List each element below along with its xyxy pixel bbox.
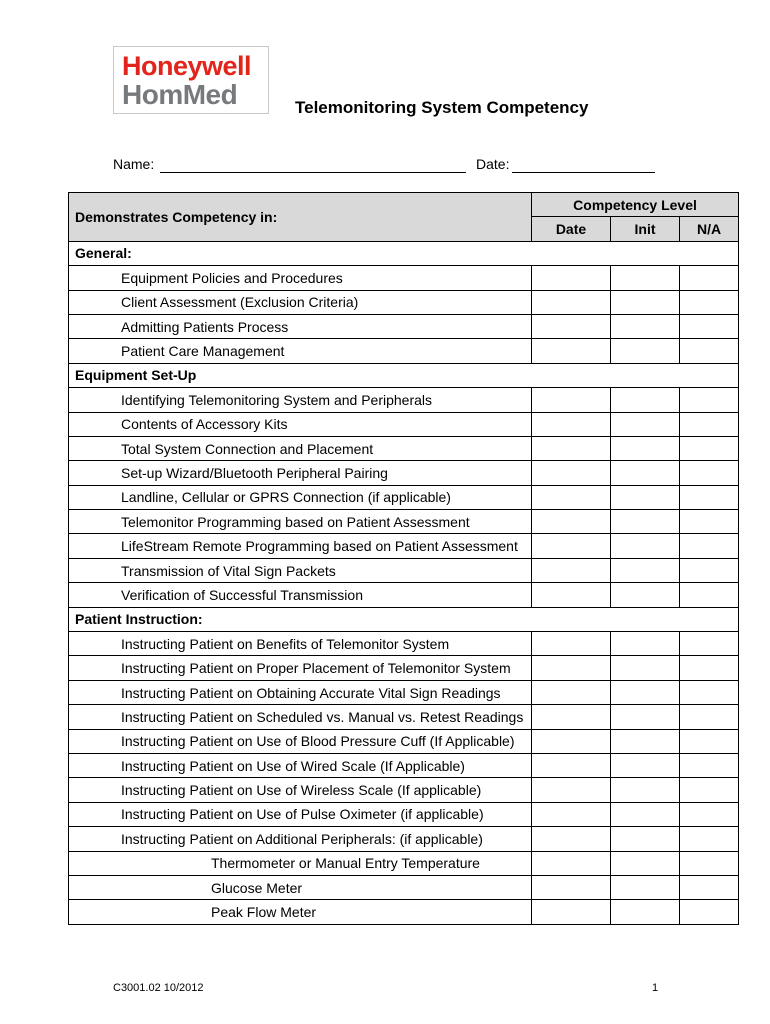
competency-item-label: Peak Flow Meter <box>69 900 532 924</box>
logo-line-honeywell: Honeywell <box>122 51 252 81</box>
init-cell[interactable] <box>611 900 680 924</box>
na-cell[interactable] <box>680 705 739 729</box>
date-cell[interactable] <box>532 558 611 582</box>
init-cell[interactable] <box>611 753 680 777</box>
competency-item-label: Verification of Successful Transmission <box>69 583 532 607</box>
init-cell[interactable] <box>611 290 680 314</box>
page-number: 1 <box>652 982 659 994</box>
na-cell[interactable] <box>680 314 739 338</box>
date-cell[interactable] <box>532 851 611 875</box>
table-row <box>69 436 739 460</box>
date-cell[interactable] <box>532 510 611 534</box>
table-row <box>69 632 739 656</box>
na-cell[interactable] <box>680 632 739 656</box>
competency-item-label: Identifying Telemonitoring System and Peripherals <box>69 388 532 412</box>
competency-item-label: Telemonitor Programming based on Patient Assessment <box>69 510 532 534</box>
init-cell[interactable] <box>611 705 680 729</box>
column-header-init: Init <box>611 217 680 241</box>
table-row <box>69 900 739 924</box>
competency-item-label: Contents of Accessory Kits <box>69 412 532 436</box>
table-row <box>69 875 739 899</box>
date-cell[interactable] <box>532 656 611 680</box>
init-cell[interactable] <box>611 778 680 802</box>
column-header-date: Date <box>532 217 611 241</box>
init-cell[interactable] <box>611 388 680 412</box>
competency-item-label: Instructing Patient on Benefits of Telemonitor System <box>69 632 532 656</box>
competency-item-label: Landline, Cellular or GPRS Connection (if applicable) <box>69 485 532 509</box>
table-row <box>69 290 739 314</box>
na-cell[interactable] <box>680 534 739 558</box>
competency-item-label: Set-up Wizard/Bluetooth Peripheral Pairing <box>69 461 532 485</box>
date-cell[interactable] <box>532 314 611 338</box>
table-row <box>69 656 739 680</box>
date-cell[interactable] <box>532 461 611 485</box>
na-cell[interactable] <box>680 583 739 607</box>
table-row <box>69 705 739 729</box>
competency-item-label: Instructing Patient on Use of Blood Pressure Cuff (If Applicable) <box>69 729 532 753</box>
table-row <box>69 729 739 753</box>
init-cell[interactable] <box>611 534 680 558</box>
name-field[interactable] <box>160 172 466 173</box>
page-title: Telemonitoring System Competency <box>295 98 589 117</box>
date-cell[interactable] <box>532 778 611 802</box>
init-cell[interactable] <box>611 680 680 704</box>
init-cell[interactable] <box>611 510 680 534</box>
table-row <box>69 778 739 802</box>
date-cell[interactable] <box>532 412 611 436</box>
na-cell[interactable] <box>680 290 739 314</box>
na-cell[interactable] <box>680 436 739 460</box>
table-row <box>69 851 739 875</box>
date-cell[interactable] <box>532 266 611 290</box>
date-field[interactable] <box>512 172 655 173</box>
na-cell[interactable] <box>680 900 739 924</box>
section-row <box>69 363 739 387</box>
competency-item-label: Thermometer or Manual Entry Temperature <box>69 851 532 875</box>
honeywell-hommed-logo <box>113 46 269 114</box>
competency-item-label: Instructing Patient on Obtaining Accurate Vital Sign Readings <box>69 680 532 704</box>
init-cell[interactable] <box>611 875 680 899</box>
competency-item-label: Transmission of Vital Sign Packets <box>69 558 532 582</box>
init-cell[interactable] <box>611 558 680 582</box>
competency-item-label: Instructing Patient on Additional Peripherals: (if applicable) <box>69 827 532 851</box>
table-row <box>69 753 739 777</box>
na-cell[interactable] <box>680 680 739 704</box>
competency-item-label: Instructing Patient on Use of Pulse Oximeter (if applicable) <box>69 802 532 826</box>
na-cell[interactable] <box>680 558 739 582</box>
na-cell[interactable] <box>680 510 739 534</box>
date-cell[interactable] <box>532 290 611 314</box>
date-cell[interactable] <box>532 485 611 509</box>
na-cell[interactable] <box>680 753 739 777</box>
na-cell[interactable] <box>680 412 739 436</box>
date-cell[interactable] <box>532 705 611 729</box>
section-title: Patient Instruction: <box>69 607 739 631</box>
init-cell[interactable] <box>611 314 680 338</box>
name-label: Name: <box>113 156 155 172</box>
section-row <box>69 607 739 631</box>
table-row <box>69 583 739 607</box>
table-row <box>69 510 739 534</box>
init-cell[interactable] <box>611 656 680 680</box>
competency-item-label: Client Assessment (Exclusion Criteria) <box>69 290 532 314</box>
date-cell[interactable] <box>532 534 611 558</box>
na-cell[interactable] <box>680 266 739 290</box>
init-cell[interactable] <box>611 827 680 851</box>
init-cell[interactable] <box>611 461 680 485</box>
date-cell[interactable] <box>532 388 611 412</box>
init-cell[interactable] <box>611 339 680 363</box>
table-row <box>69 485 739 509</box>
na-cell[interactable] <box>680 778 739 802</box>
header-competency-level: Competency Level <box>532 193 739 217</box>
table-row <box>69 412 739 436</box>
na-cell[interactable] <box>680 461 739 485</box>
date-cell[interactable] <box>532 436 611 460</box>
init-cell[interactable] <box>611 412 680 436</box>
na-cell[interactable] <box>680 656 739 680</box>
header-demonstrates: Demonstrates Competency in: <box>69 193 532 242</box>
competency-item-label: Instructing Patient on Use of Wired Scale (If Applicable) <box>69 753 532 777</box>
table-row <box>69 680 739 704</box>
competency-table-body <box>69 241 739 924</box>
table-row <box>69 534 739 558</box>
competency-item-label: LifeStream Remote Programming based on Patient Assessment <box>69 534 532 558</box>
competency-item-label: Glucose Meter <box>69 875 532 899</box>
date-cell[interactable] <box>532 729 611 753</box>
competency-item-label: Admitting Patients Process <box>69 314 532 338</box>
table-row <box>69 339 739 363</box>
table-row <box>69 388 739 412</box>
init-cell[interactable] <box>611 851 680 875</box>
init-cell[interactable] <box>611 802 680 826</box>
na-cell[interactable] <box>680 851 739 875</box>
table-row <box>69 461 739 485</box>
init-cell[interactable] <box>611 583 680 607</box>
competency-item-label: Instructing Patient on Use of Wireless Scale (If applicable) <box>69 778 532 802</box>
column-header-na: N/A <box>680 217 739 241</box>
competency-item-label: Equipment Policies and Procedures <box>69 266 532 290</box>
section-title: General: <box>69 241 739 265</box>
date-cell[interactable] <box>532 583 611 607</box>
date-cell[interactable] <box>532 680 611 704</box>
na-cell[interactable] <box>680 729 739 753</box>
date-cell[interactable] <box>532 827 611 851</box>
init-cell[interactable] <box>611 632 680 656</box>
na-cell[interactable] <box>680 339 739 363</box>
na-cell[interactable] <box>680 802 739 826</box>
table-row <box>69 802 739 826</box>
table-row <box>69 558 739 582</box>
date-cell[interactable] <box>532 875 611 899</box>
competency-table <box>68 192 739 925</box>
section-title: Equipment Set-Up <box>69 363 739 387</box>
competency-item-label: Instructing Patient on Proper Placement of Telemonitor System <box>69 656 532 680</box>
na-cell[interactable] <box>680 485 739 509</box>
competency-item-label: Instructing Patient on Scheduled vs. Manual vs. Retest Readings <box>69 705 532 729</box>
na-cell[interactable] <box>680 827 739 851</box>
na-cell[interactable] <box>680 875 739 899</box>
init-cell[interactable] <box>611 436 680 460</box>
logo-line-hommed: HomMed <box>122 79 238 110</box>
init-cell[interactable] <box>611 266 680 290</box>
table-row <box>69 266 739 290</box>
date-cell[interactable] <box>532 753 611 777</box>
table-row <box>69 827 739 851</box>
date-cell[interactable] <box>532 339 611 363</box>
section-row <box>69 241 739 265</box>
date-cell[interactable] <box>532 632 611 656</box>
init-cell[interactable] <box>611 729 680 753</box>
table-row <box>69 314 739 338</box>
competency-item-label: Total System Connection and Placement <box>69 436 532 460</box>
na-cell[interactable] <box>680 388 739 412</box>
date-label: Date: <box>476 156 510 172</box>
form-code: C3001.02 10/2012 <box>113 982 204 994</box>
date-cell[interactable] <box>532 802 611 826</box>
competency-item-label: Patient Care Management <box>69 339 532 363</box>
date-cell[interactable] <box>532 900 611 924</box>
init-cell[interactable] <box>611 485 680 509</box>
